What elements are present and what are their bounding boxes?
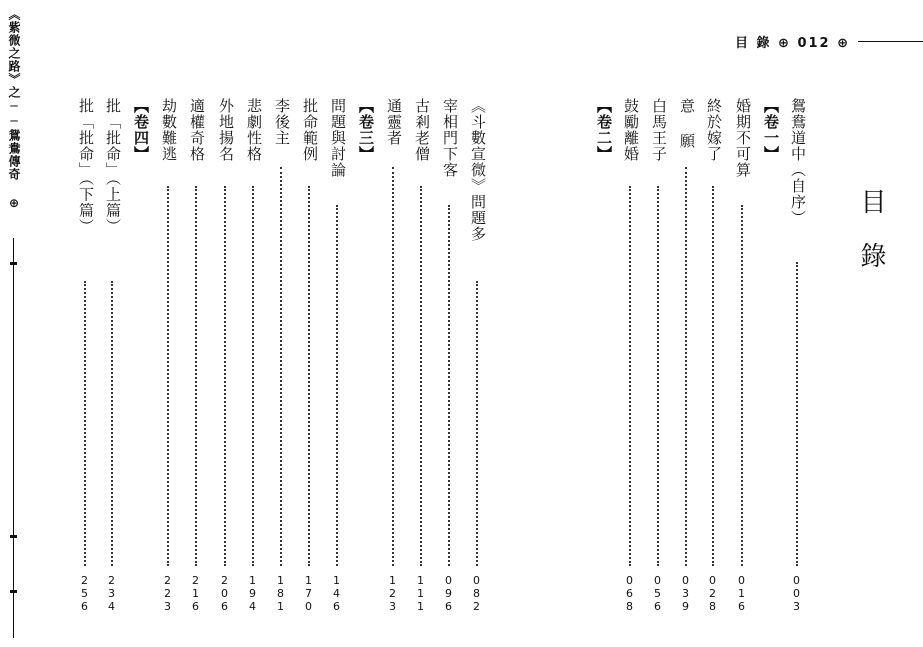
page-number: 223 — [161, 574, 174, 613]
leader-dots — [252, 186, 256, 566]
toc-section — [593, 98, 613, 618]
entry-title: 批「批命」（下篇） — [77, 98, 95, 235]
leader-dots — [84, 281, 88, 566]
leader-dots — [796, 262, 800, 566]
entry-title: 通靈者 — [385, 98, 403, 146]
toc-section — [130, 98, 150, 618]
entry-title: 宰相門下客 — [441, 98, 459, 178]
toc-entry[interactable] — [243, 98, 263, 618]
toc-entry[interactable] — [620, 98, 640, 618]
page-number: 146 — [330, 574, 343, 613]
page-number: 181 — [274, 574, 287, 613]
toc-entry[interactable] — [648, 98, 668, 618]
entry-title: 外地揚名 — [217, 98, 235, 162]
leader-dots — [280, 167, 284, 566]
entry-title: 批「批命」（上篇） — [104, 98, 122, 235]
toc-entry[interactable] — [787, 98, 807, 618]
toc-entry[interactable] — [299, 98, 319, 618]
section-title: 【卷二】 — [595, 98, 613, 162]
entry-title: 古剎老僧 — [413, 98, 431, 162]
spine-mark — [10, 535, 17, 538]
page-number: 096 — [442, 574, 455, 613]
entry-title: 《斗數宣微》問題多 — [469, 98, 487, 242]
page-number: 206 — [218, 574, 231, 613]
entry-title: 鴛鴦道中（自序） — [789, 98, 807, 226]
toc-entry[interactable] — [158, 98, 178, 618]
page-header: 目 錄 ⊕ 012 ⊕ — [735, 36, 851, 51]
leader-dots — [392, 167, 396, 566]
section-title: 【卷三】 — [357, 98, 375, 162]
toc-section — [355, 98, 375, 618]
entry-title: 意 願 — [678, 98, 696, 149]
toc-entry[interactable] — [271, 98, 291, 618]
leader-dots — [741, 205, 745, 566]
page-number: 194 — [246, 574, 259, 613]
entry-title: 批命範例 — [301, 98, 319, 162]
toc-entry[interactable] — [186, 98, 206, 618]
spine-rule — [13, 238, 14, 638]
toc-entry[interactable] — [676, 98, 696, 618]
page-number: 003 — [790, 574, 803, 613]
leader-dots — [629, 186, 633, 566]
leader-dots — [167, 186, 171, 566]
running-head-left: 《紫微之路》之──鴛鴦傳奇 ⊕ — [7, 8, 21, 211]
leader-dots — [476, 281, 480, 566]
page-number: 039 — [679, 574, 692, 613]
header-rule — [858, 41, 923, 42]
page-number: 111 — [414, 574, 427, 613]
entry-title: 適權奇格 — [188, 98, 206, 162]
section-title: 【卷四】 — [132, 98, 150, 162]
entry-title: 鼓勵離婚 — [622, 98, 640, 162]
entry-title: 劫數難逃 — [160, 98, 178, 162]
leader-dots — [712, 186, 716, 566]
page-number: 256 — [78, 574, 91, 613]
toc-entry[interactable] — [327, 98, 347, 618]
page-number: 234 — [105, 574, 118, 613]
leader-dots — [195, 186, 199, 566]
leader-dots — [111, 281, 115, 566]
toc-entry[interactable] — [383, 98, 403, 618]
entry-title: 白馬王子 — [650, 98, 668, 162]
page-number: 216 — [189, 574, 202, 613]
toc-entry[interactable] — [75, 98, 95, 618]
toc-entry[interactable] — [215, 98, 235, 618]
page-number: 016 — [735, 574, 748, 613]
toc-entry[interactable] — [411, 98, 431, 618]
leader-dots — [657, 186, 661, 566]
page-number: 123 — [386, 574, 399, 613]
page-number: 068 — [623, 574, 636, 613]
spine-mark — [10, 262, 17, 265]
entry-title: 問題與討論 — [329, 98, 347, 178]
entry-title: 悲劇性格 — [245, 98, 263, 162]
toc-entry[interactable] — [102, 98, 122, 618]
page-number: 082 — [470, 574, 483, 613]
entry-title: 終於嫁了 — [705, 98, 723, 162]
entry-title: 李後主 — [273, 98, 291, 146]
toc-entry[interactable] — [467, 98, 487, 618]
leader-dots — [308, 186, 312, 566]
page-number: 056 — [651, 574, 664, 613]
toc-entry[interactable] — [439, 98, 459, 618]
section-title: 【卷一】 — [762, 98, 780, 162]
toc-heading: 目錄 — [856, 188, 886, 296]
entry-title: 婚期不可算 — [734, 98, 752, 178]
leader-dots — [336, 205, 340, 566]
leader-dots — [224, 186, 228, 566]
toc-section — [760, 98, 780, 618]
leader-dots — [448, 205, 452, 566]
toc-entry[interactable] — [703, 98, 723, 618]
leader-dots — [420, 186, 424, 566]
page-number: 170 — [302, 574, 315, 613]
leader-dots — [685, 167, 689, 566]
spine-mark — [10, 590, 17, 593]
toc-entry[interactable] — [732, 98, 752, 618]
page-number: 028 — [706, 574, 719, 613]
